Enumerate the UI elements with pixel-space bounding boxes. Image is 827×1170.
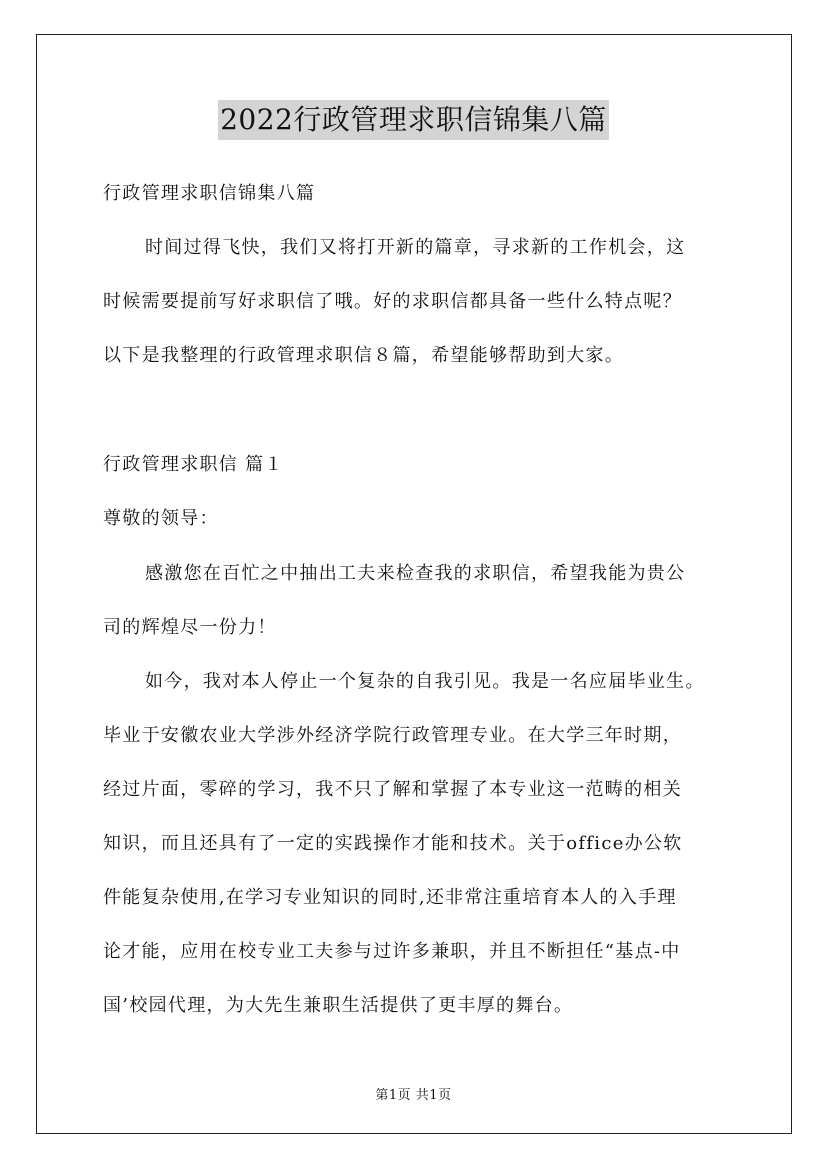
document-title: 2022行政管理求职信锦集八篇	[218, 100, 609, 140]
salutation: 尊敬的领导：	[103, 508, 219, 529]
body-line-9: 国’校园代理，为大先生兼职生活提供了更丰厚的舞台。	[103, 995, 574, 1016]
intro-line-1: 时间过得飞快，我们又将打开新的篇章，寻求新的工作机会，这	[145, 237, 686, 258]
subtitle-line: 行政管理求职信锦集八篇	[103, 183, 316, 204]
title-block	[0, 100, 827, 140]
body-line-7: 件能复杂使用,在学习专业知识的同时,还非常注重培育本人的入手理	[103, 887, 677, 908]
page-footer: 第1页 共1页	[375, 1088, 452, 1103]
intro-line-3: 以下是我整理的行政管理求职信８篇，希望能够帮助到大家。	[103, 345, 625, 366]
body-line-8: 论才能，应用在校专业工夫参与过许多兼职，并且不断担任“基点-中	[103, 941, 681, 962]
body-line-1: 感激您在百忙之中抽出工夫来检查我的求职信，希望我能为贵公	[145, 563, 686, 584]
section-heading: 行政管理求职信 篇１	[103, 454, 284, 475]
intro-line-2: 时候需要提前写好求职信了哦。好的求职信都具备一些什么特点呢？	[103, 291, 682, 312]
body-line-6: 知识，而且还具有了一定的实践操作才能和技术。关于office办公软	[103, 833, 683, 854]
body-line-5: 经过片面，零碎的学习，我不只了解和掌握了本专业这一范畴的相关	[103, 779, 682, 800]
body-line-4: 毕业于安徽农业大学涉外经济学院行政管理专业。在大学三年时期，	[103, 725, 682, 746]
body-line-2: 司的辉煌尽一份力！	[103, 617, 277, 638]
body-line-3: 如今，我对本人停止一个复杂的自我引见。我是一名应届毕业生。	[145, 671, 705, 692]
